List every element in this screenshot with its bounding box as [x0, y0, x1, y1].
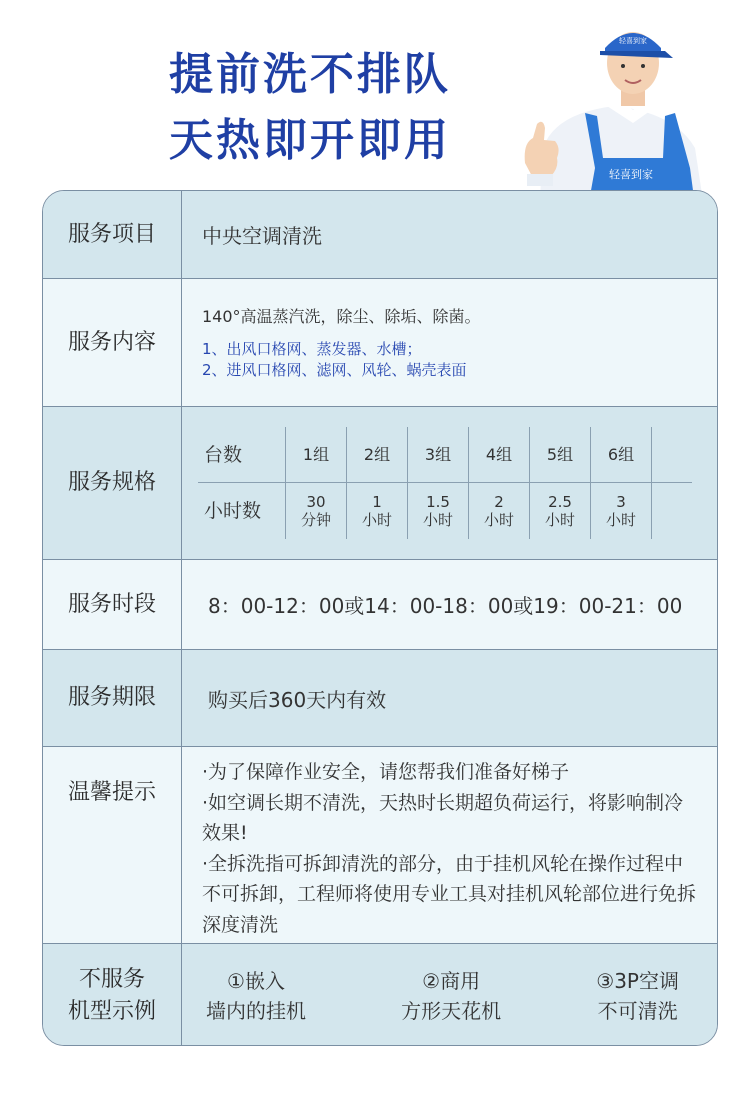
- service-validity-label: 服务期限: [43, 650, 182, 746]
- row-service-content: [43, 279, 718, 407]
- spec-group: 5组: [530, 427, 591, 483]
- excluded-model: ③3P空调 不可清洗: [596, 968, 679, 1023]
- excluded-model: ②商用 方形天花机: [401, 968, 502, 1023]
- cap-logo: 轻喜到家: [619, 37, 647, 45]
- spec-table: [198, 427, 692, 539]
- spec-hours: 2.5 小时: [530, 483, 591, 539]
- spec-hours: 30 分钟: [286, 483, 347, 539]
- spec-hours: 1.5 小时: [408, 483, 469, 539]
- tips-label: 温馨提示: [43, 747, 182, 943]
- service-content-list-item: 2、进风口格网、滤网、风轮、蜗壳表面: [202, 361, 467, 379]
- headline-line-2: 天热即开即用: [169, 115, 451, 166]
- service-validity-value: 购买后360天内有效: [208, 687, 387, 712]
- row-service-period: [43, 560, 718, 650]
- tip-item: ·全拆洗指可拆卸清洗的部分，由于挂机风轮在操作过程中不可拆卸，工程师将使用专业工具对挂机风轮部位进行免拆深度清洗: [202, 852, 697, 936]
- spec-hours: 2 小时: [469, 483, 530, 539]
- spec-group: 3组: [408, 427, 469, 483]
- service-content-main: 140°高温蒸汽洗，除尘、除垢、除菌。: [202, 307, 481, 326]
- service-period-value: 8：00-12：00或14：00-18：00或19：00-21：00: [208, 594, 683, 618]
- tip-item: ·如空调长期不清洗，天热时长期超负荷运行，将影响制冷效果!: [202, 791, 684, 844]
- spec-group: 6组: [591, 427, 652, 483]
- row-service-item: [43, 191, 718, 279]
- row-excluded-models: [43, 944, 718, 1046]
- spec-hours: 1 小时: [347, 483, 408, 539]
- excluded-model: ①嵌入 墙内的挂机: [206, 968, 306, 1023]
- service-info-table: [42, 190, 718, 1046]
- headline-line-1: 提前洗不排队: [169, 49, 451, 100]
- row-service-validity: [43, 650, 718, 747]
- spec-header-hours: 小时数: [198, 483, 286, 539]
- spec-group: 2组: [347, 427, 408, 483]
- service-spec-label: 服务规格: [43, 407, 182, 559]
- spec-header-units: 台数: [198, 427, 286, 483]
- row-service-spec: [43, 407, 718, 560]
- tip-item: ·为了保障作业安全，请您帮我们准备好梯子: [202, 761, 570, 783]
- row-tips: [43, 747, 718, 944]
- service-item-value: 中央空调清洗: [202, 224, 322, 248]
- service-item-label: 服务项目: [43, 191, 182, 278]
- service-content-list-item: 1、出风口格网、蒸发器、水槽；: [202, 340, 422, 358]
- service-content-label: 服务内容: [43, 279, 182, 406]
- spec-group: 1组: [286, 427, 347, 483]
- spec-hours: 3 小时: [591, 483, 652, 539]
- apron-logo: 轻喜到家: [609, 168, 653, 181]
- excluded-label: 不服务 机型示例: [43, 944, 182, 1046]
- service-period-label: 服务时段: [43, 560, 182, 649]
- tips-list: [202, 757, 718, 940]
- service-content-list: [202, 339, 522, 381]
- spec-group: 4组: [469, 427, 530, 483]
